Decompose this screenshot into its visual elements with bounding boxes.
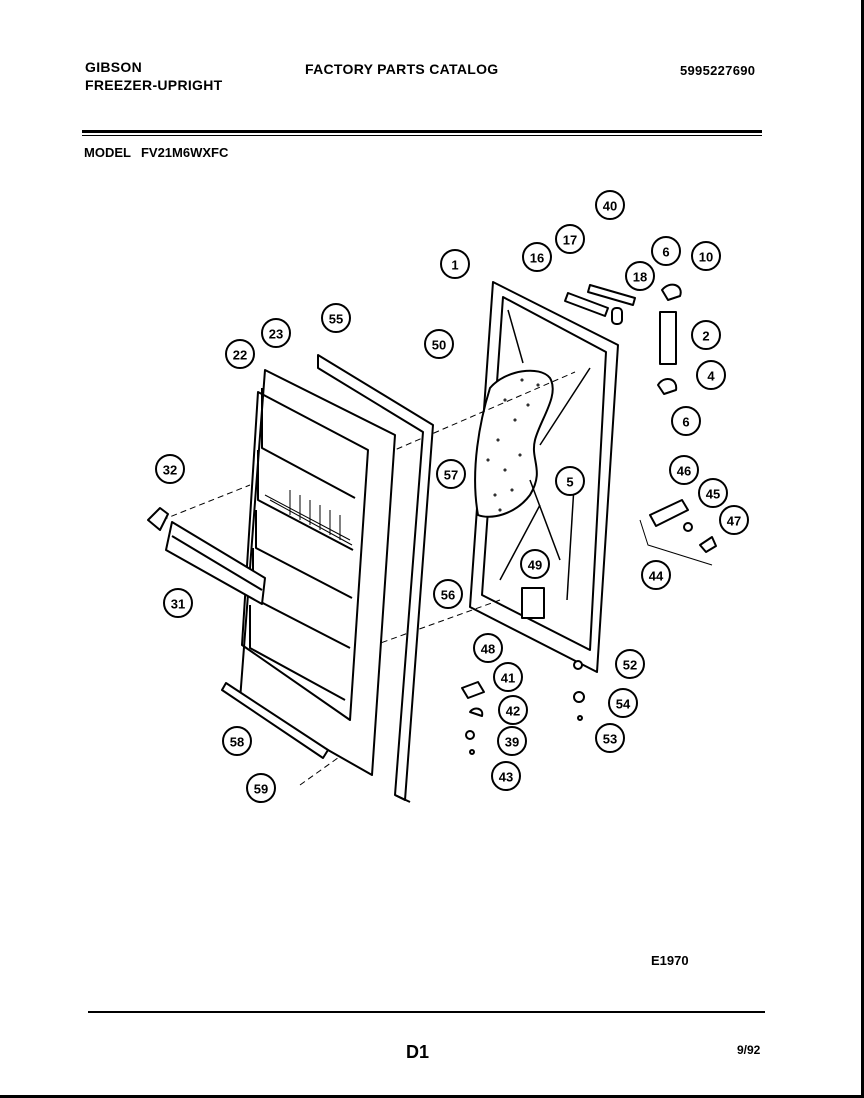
callout-number: 18 bbox=[632, 269, 648, 285]
callout-55 bbox=[322, 304, 350, 332]
callout-number: 56 bbox=[440, 587, 456, 603]
callout-2 bbox=[692, 321, 720, 349]
callout-number: 55 bbox=[328, 311, 344, 327]
callout-number: 48 bbox=[480, 641, 496, 657]
callout-31 bbox=[164, 589, 192, 617]
callout-58 bbox=[223, 727, 251, 755]
callout-5 bbox=[556, 467, 584, 495]
callout-48 bbox=[474, 634, 502, 662]
callout-50 bbox=[425, 330, 453, 358]
callout-6 bbox=[652, 237, 680, 265]
product-type: FREEZER-UPRIGHT bbox=[85, 77, 223, 93]
callout-labels bbox=[156, 191, 748, 802]
callout-47 bbox=[720, 506, 748, 534]
callout-number: 23 bbox=[268, 326, 284, 342]
callout-53 bbox=[596, 724, 624, 752]
callout-number: 40 bbox=[602, 198, 618, 214]
callout-number: 10 bbox=[698, 249, 714, 265]
callout-number: 46 bbox=[676, 463, 692, 479]
callout-number: 41 bbox=[500, 670, 516, 686]
callout-32 bbox=[156, 455, 184, 483]
callout-number: 42 bbox=[505, 703, 521, 719]
callout-52 bbox=[616, 650, 644, 678]
catalog-title: FACTORY PARTS CATALOG bbox=[305, 61, 499, 77]
callout-number: 6 bbox=[662, 244, 670, 260]
callout-number: 52 bbox=[622, 657, 638, 673]
callout-4 bbox=[697, 361, 725, 389]
callout-number: 58 bbox=[229, 734, 245, 750]
callout-57 bbox=[437, 460, 465, 488]
callout-41 bbox=[494, 663, 522, 691]
callout-49 bbox=[521, 550, 549, 578]
callout-54 bbox=[609, 689, 637, 717]
callout-42 bbox=[499, 696, 527, 724]
callout-39 bbox=[498, 727, 526, 755]
callout-number: 6 bbox=[682, 414, 690, 430]
callout-59 bbox=[247, 774, 275, 802]
callout-6 bbox=[672, 407, 700, 435]
callout-1 bbox=[441, 250, 469, 278]
callout-number: 54 bbox=[615, 696, 631, 712]
callout-45 bbox=[699, 479, 727, 507]
callout-number: 31 bbox=[170, 596, 186, 612]
callout-number: 44 bbox=[648, 568, 664, 584]
callout-number: 57 bbox=[443, 467, 459, 483]
callout-46 bbox=[670, 456, 698, 484]
callout-number: 22 bbox=[232, 347, 248, 363]
callout-17 bbox=[556, 225, 584, 253]
callout-18 bbox=[626, 262, 654, 290]
callout-22 bbox=[226, 340, 254, 368]
drawing-code: E1970 bbox=[651, 953, 689, 968]
callout-number: 32 bbox=[162, 462, 178, 478]
callout-43 bbox=[492, 762, 520, 790]
callout-number: 16 bbox=[529, 250, 545, 266]
callout-23 bbox=[262, 319, 290, 347]
callout-44 bbox=[642, 561, 670, 589]
callout-40 bbox=[596, 191, 624, 219]
catalog-part-number: 5995227690 bbox=[680, 63, 756, 78]
page-code: D1 bbox=[406, 1042, 430, 1062]
callout-number: 45 bbox=[705, 486, 721, 502]
callout-number: 2 bbox=[702, 328, 710, 344]
callout-number: 47 bbox=[726, 513, 742, 529]
callout-16 bbox=[523, 243, 551, 271]
model-number: FV21M6WXFC bbox=[140, 145, 229, 160]
brand-name: GIBSON bbox=[85, 59, 143, 75]
callout-number: 39 bbox=[504, 734, 520, 750]
callout-number: 1 bbox=[451, 257, 459, 273]
footer-rule bbox=[88, 1011, 765, 1013]
handle-parts bbox=[640, 500, 716, 565]
callout-number: 53 bbox=[602, 731, 618, 747]
callout-number: 5 bbox=[566, 474, 574, 490]
callout-number: 4 bbox=[707, 368, 715, 384]
callout-number: 43 bbox=[498, 769, 514, 785]
shelf-bracket bbox=[148, 508, 168, 530]
callout-10 bbox=[692, 242, 720, 270]
callout-number: 49 bbox=[527, 557, 543, 573]
model-label: MODEL bbox=[84, 145, 131, 160]
callout-56 bbox=[434, 580, 462, 608]
callout-number: 59 bbox=[253, 781, 269, 797]
callout-number: 17 bbox=[562, 232, 578, 248]
date-code: 9/92 bbox=[737, 1043, 761, 1057]
callout-number: 50 bbox=[431, 337, 447, 353]
